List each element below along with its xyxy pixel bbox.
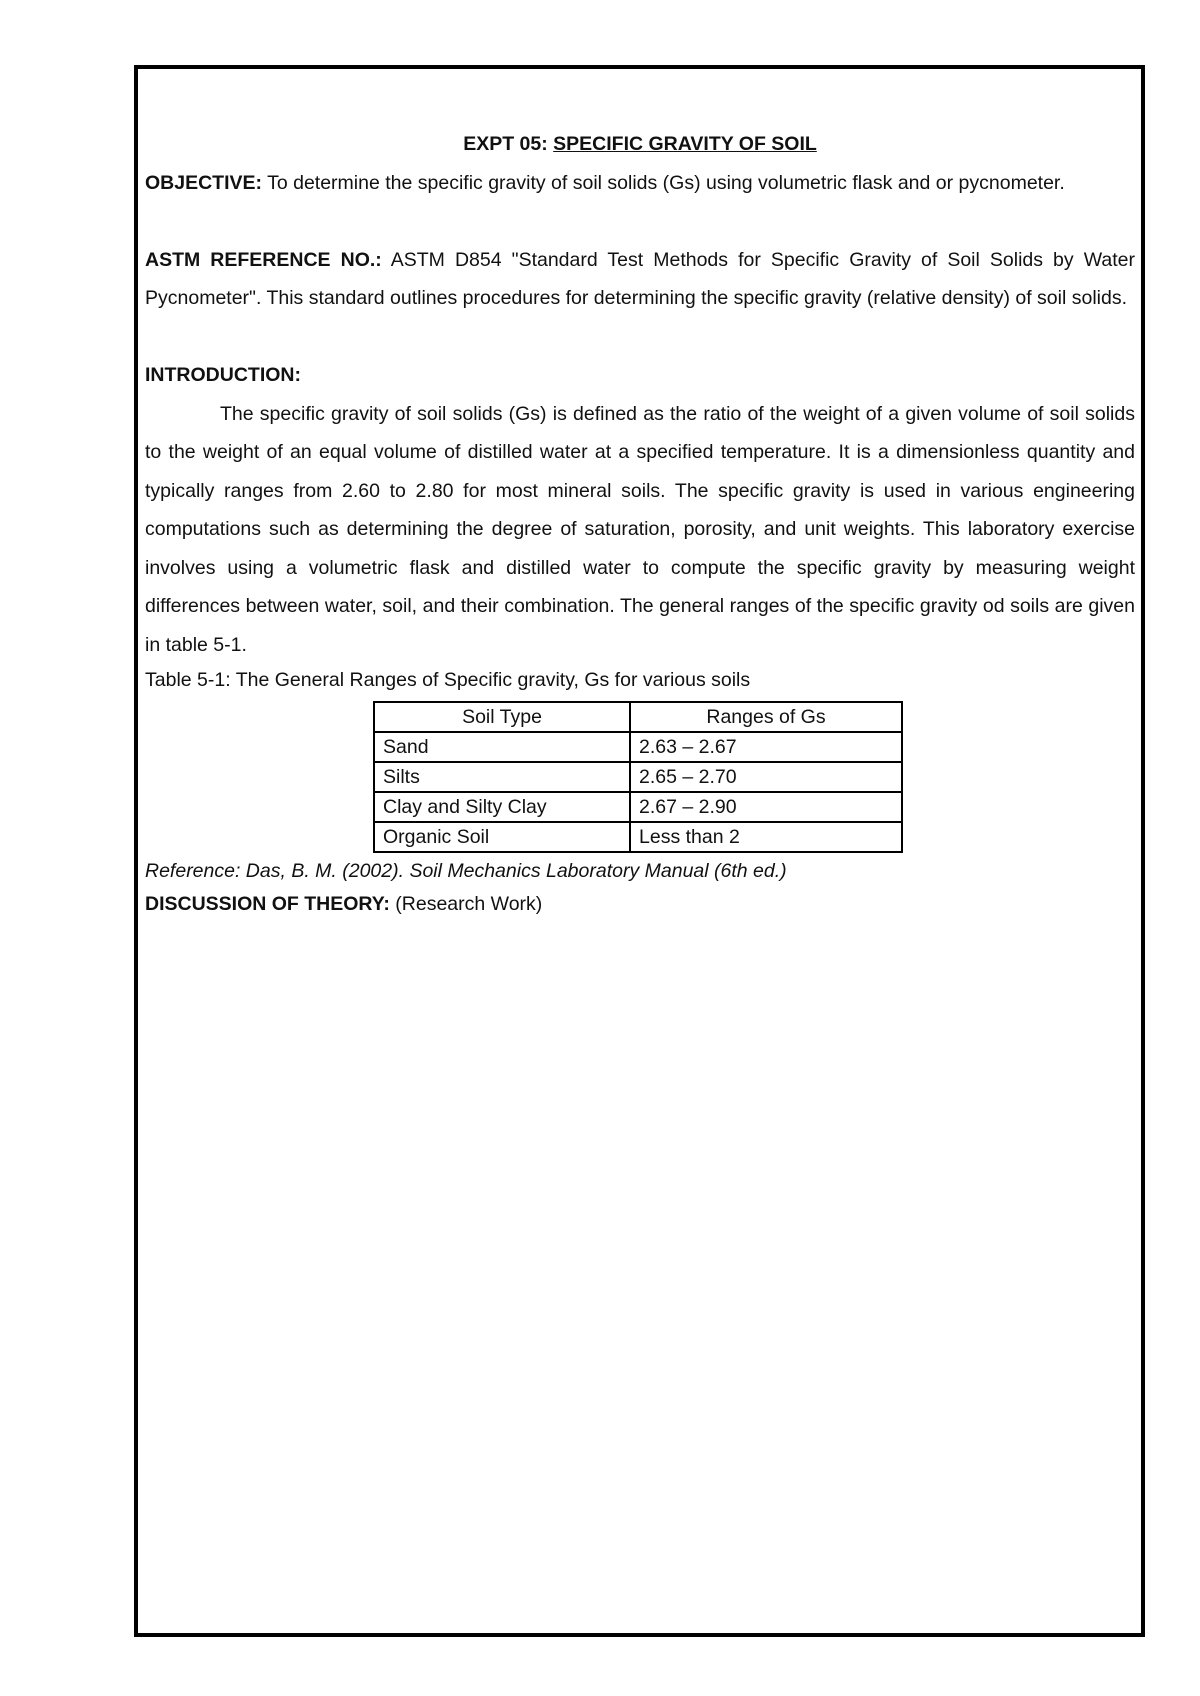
- objective-text: To determine the specific gravity of soil solids (Gs) using volumetric flask and or pycnometer.: [262, 171, 1065, 194]
- table-cell: 2.63 – 2.67: [630, 732, 902, 762]
- table-cell: Clay and Silty Clay: [374, 792, 630, 822]
- introduction-body: The specific gravity of soil solids (Gs) is defined as the ratio of the weight of a given volume of soil solids to the weight of an equal volume of distilled water at a specified temperature. It is a dimensionless quantity and typically ranges from 2.60 to 2.80 for most mineral soils. The specific gravity is used in various engineering computations such as determining the degree of saturation, porosity, and unit weights. This laboratory exercise involves using a volumetric flask and distilled water to compute the specific gravity by measuring weight differences between water, soil, and their combination. The general ranges of the specific gravity od soils are given in table 5-1.: [145, 402, 1135, 656]
- table-cell: 2.67 – 2.90: [630, 792, 902, 822]
- table-cell: 2.65 – 2.70: [630, 762, 902, 792]
- discussion-label: DISCUSSION OF THEORY:: [145, 893, 390, 915]
- specific-gravity-table: [373, 701, 903, 853]
- document-body: [145, 125, 1135, 919]
- table-row: [374, 792, 902, 822]
- astm-paragraph: [145, 241, 1135, 318]
- astm-text: ASTM D854 "Standard Test Methods for Specific Gravity of Soil Solids by Water Pycnometer". This standard outlines procedures for determining the specific gravity (relative density) of soil solids.: [145, 248, 1135, 309]
- table-cell: Silts: [374, 762, 630, 792]
- table-header-cell: Soil Type: [374, 702, 630, 732]
- table-header-cell: Ranges of Gs: [630, 702, 902, 732]
- table-cell: Sand: [374, 732, 630, 762]
- table-caption: Table 5-1: The General Ranges of Specific gravity, Gs for various soils: [145, 669, 751, 691]
- discussion-text: (Research Work): [389, 893, 543, 915]
- table-row: [374, 732, 902, 762]
- table-header-row: [374, 702, 902, 732]
- reference-citation: Reference: Das, B. M. (2002). Soil Mechanics Laboratory Manual (6th ed.): [145, 860, 787, 882]
- page-title: EXPT 05: SPECIFIC GRAVITY OF SOIL: [463, 133, 817, 155]
- table-cell: Organic Soil: [374, 822, 630, 852]
- astm-label: ASTM REFERENCE NO.:: [145, 248, 382, 271]
- table-cell: Less than 2: [630, 822, 902, 852]
- title-main: SPECIFIC GRAVITY OF SOIL: [553, 133, 817, 155]
- objective-label: OBJECTIVE:: [145, 171, 263, 194]
- discussion-paragraph: [145, 889, 1135, 919]
- table-row: [374, 822, 902, 852]
- objective-paragraph: [145, 164, 1135, 203]
- table-row: [374, 762, 902, 792]
- introduction-heading: INTRODUCTION:: [145, 364, 301, 386]
